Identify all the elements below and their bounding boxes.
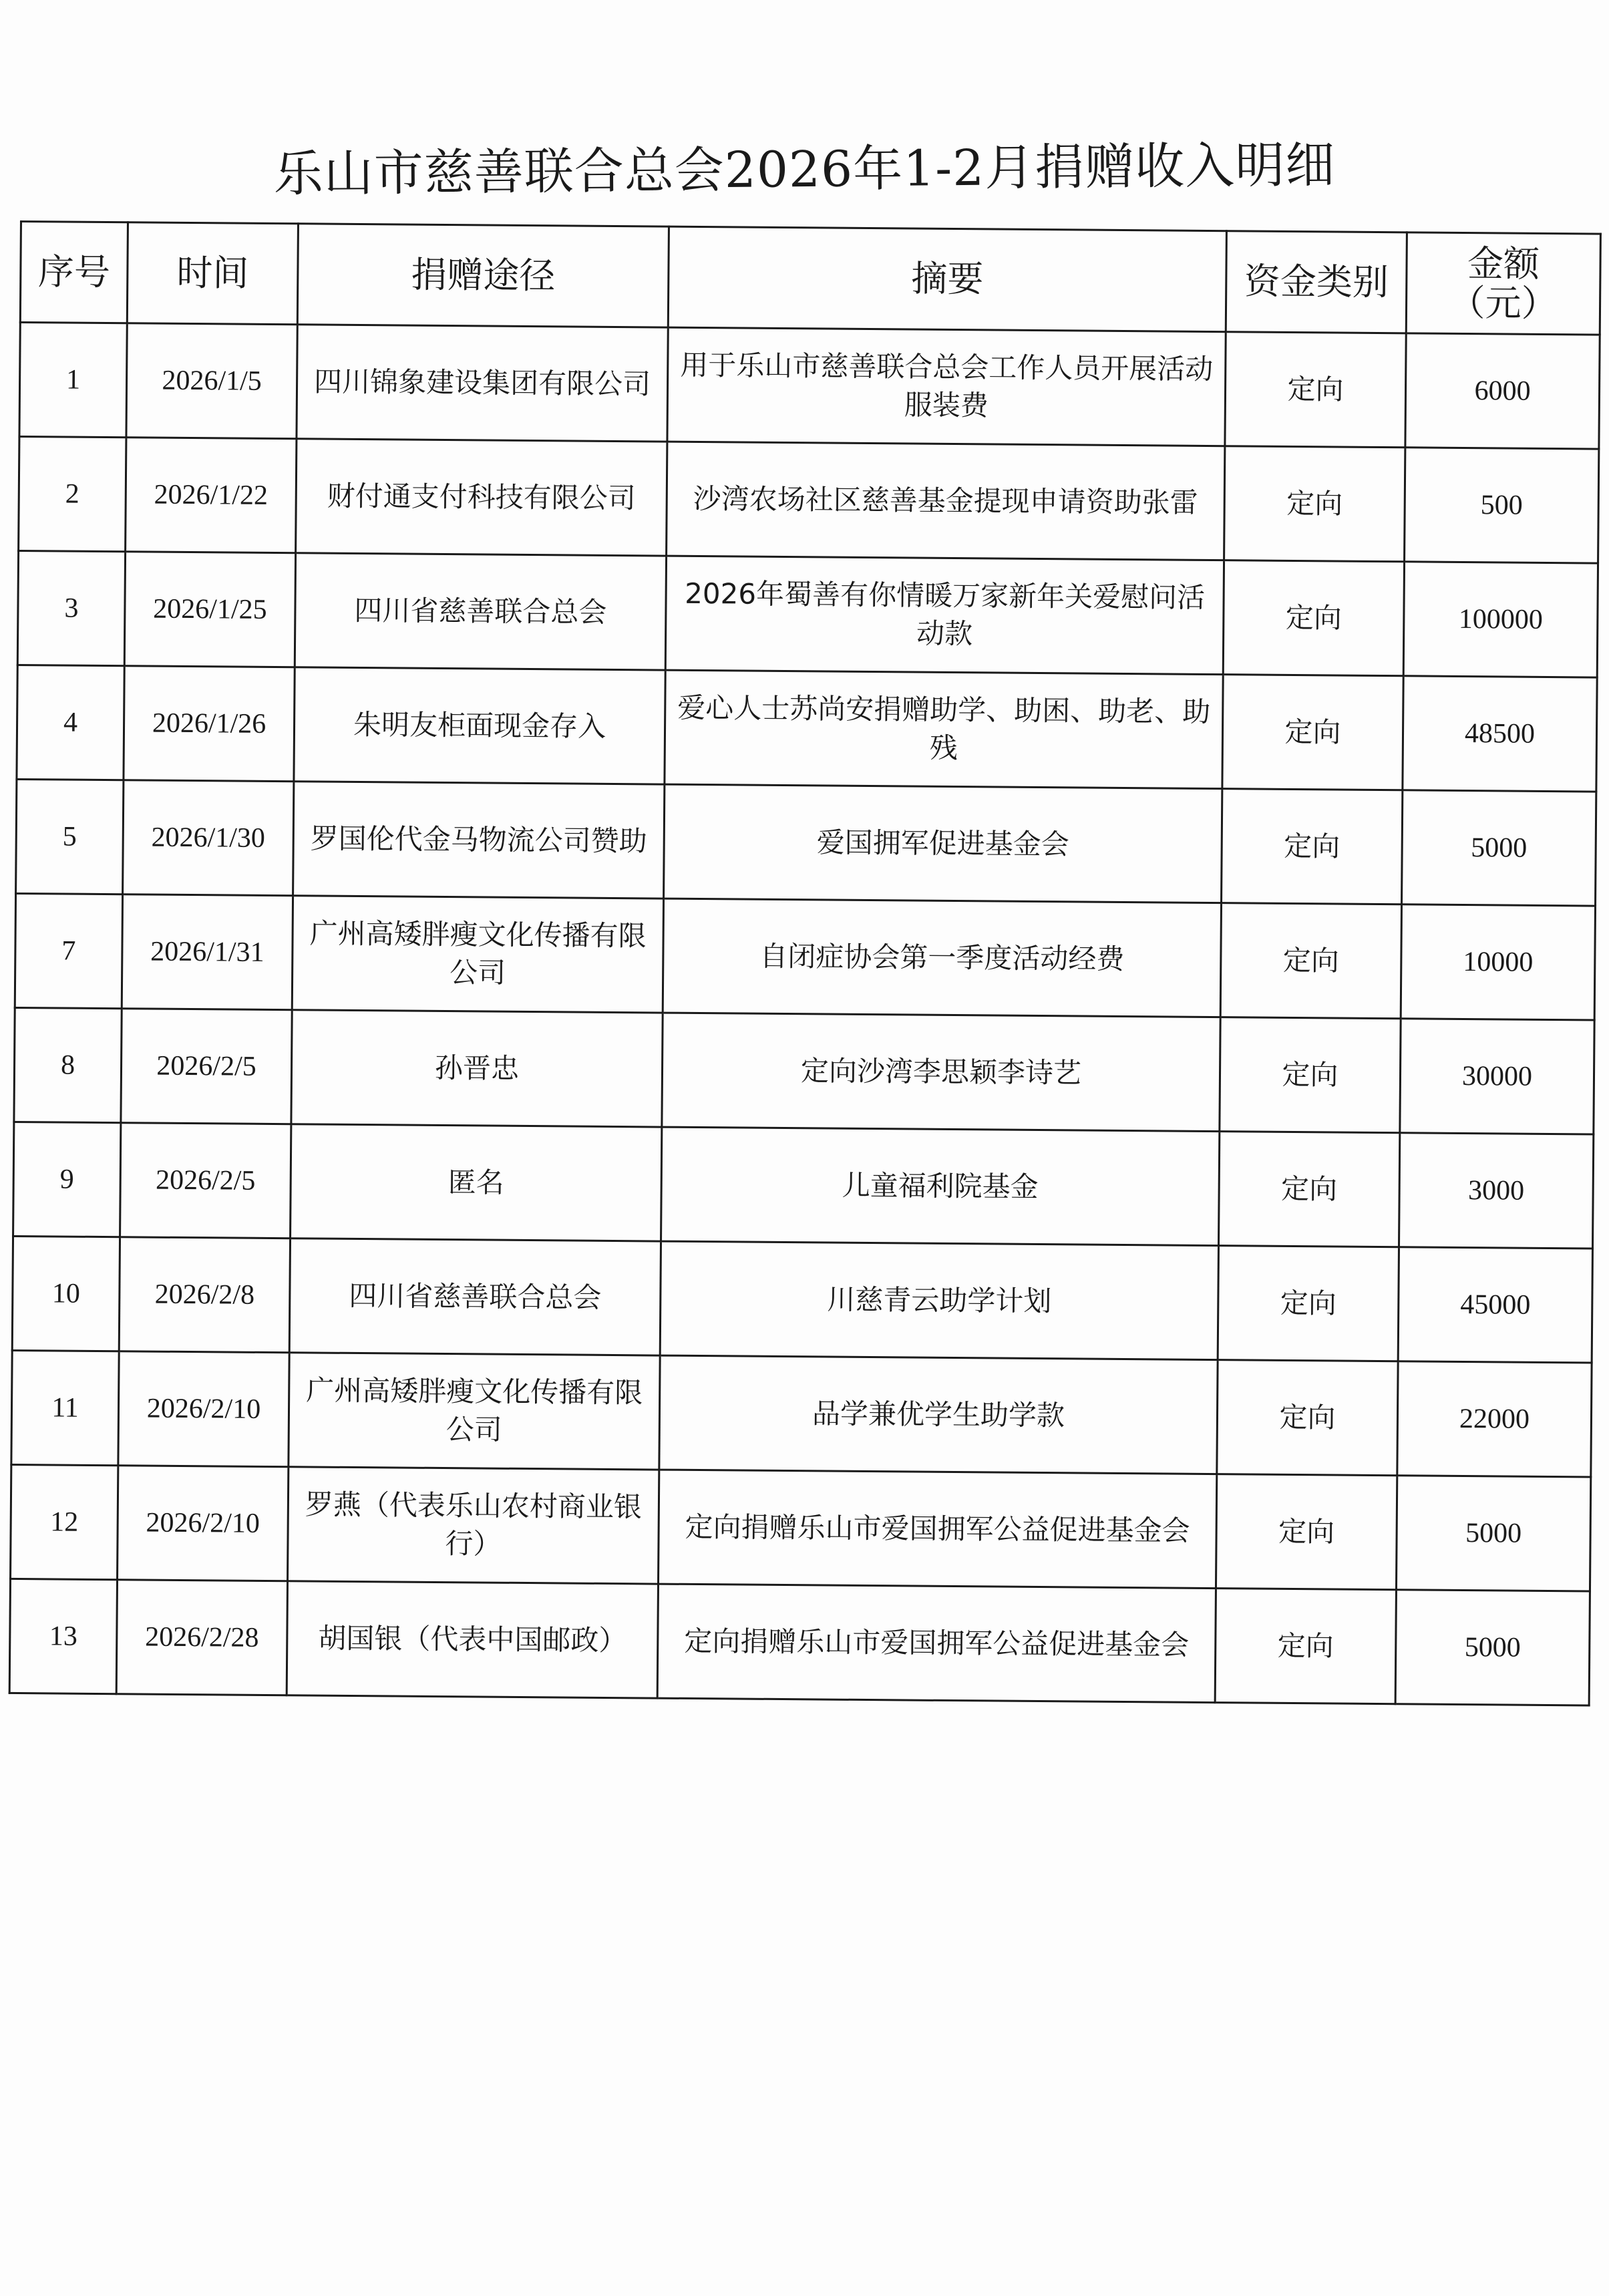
cell-date: 2026/1/26 xyxy=(124,666,295,782)
cell-amount: 3000 xyxy=(1399,1133,1593,1249)
table-row xyxy=(15,893,1595,1020)
cell-index: 7 xyxy=(15,893,122,1008)
cell-amount: 10000 xyxy=(1401,905,1595,1020)
table-row xyxy=(14,1007,1594,1134)
cell-date: 2026/1/30 xyxy=(123,780,294,896)
header-amount-unit: （元） xyxy=(1449,281,1558,325)
header-amount xyxy=(1406,232,1600,335)
header-index: 序号 xyxy=(20,222,128,323)
cell-date: 2026/1/5 xyxy=(126,323,297,439)
cell-fund-type: 定向 xyxy=(1225,332,1406,448)
cell-summary: 2026年蜀善有你情暖万家新年关爱慰问活动款 xyxy=(665,556,1224,675)
cell-summary: 定向捐赠乐山市爱国拥军公益促进基金会 xyxy=(657,1584,1216,1703)
cell-index: 10 xyxy=(12,1236,120,1351)
cell-index: 5 xyxy=(16,779,124,894)
cell-index: 11 xyxy=(11,1350,119,1465)
cell-index: 3 xyxy=(17,550,125,665)
cell-summary: 沙湾农场社区慈善基金提现申请资助张雷 xyxy=(667,442,1225,560)
cell-summary: 自闭症协会第一季度活动经费 xyxy=(663,898,1221,1017)
cell-date: 2026/2/5 xyxy=(120,1123,291,1239)
cell-channel: 朱明友柜面现金存入 xyxy=(294,667,665,784)
cell-channel: 四川锦象建设集团有限公司 xyxy=(297,325,668,442)
cell-summary: 定向捐赠乐山市爱国拥军公益促进基金会 xyxy=(658,1470,1216,1589)
cell-channel: 胡国银（代表中国邮政） xyxy=(287,1581,658,1698)
cell-fund-type: 定向 xyxy=(1224,446,1405,562)
cell-channel: 广州高矮胖瘦文化传播有限公司 xyxy=(289,1353,660,1470)
cell-fund-type: 定向 xyxy=(1217,1360,1398,1476)
cell-date: 2026/1/31 xyxy=(122,894,293,1010)
cell-fund-type: 定向 xyxy=(1222,789,1403,905)
cell-amount: 100000 xyxy=(1403,562,1598,677)
cell-index: 1 xyxy=(19,323,127,438)
cell-summary: 爱国拥军促进基金会 xyxy=(664,784,1222,903)
cell-channel: 孙晋忠 xyxy=(291,1010,663,1127)
cell-summary: 品学兼优学生助学款 xyxy=(659,1355,1218,1474)
cell-amount: 48500 xyxy=(1403,676,1597,792)
table-row xyxy=(11,1350,1592,1477)
header-fund-type: 资金类别 xyxy=(1226,231,1407,333)
donation-table-container xyxy=(9,220,1600,1707)
donation-table xyxy=(9,220,1602,1707)
table-row xyxy=(19,437,1599,564)
cell-date: 2026/2/8 xyxy=(119,1237,290,1353)
cell-amount: 30000 xyxy=(1400,1019,1594,1134)
header-summary: 摘要 xyxy=(668,226,1226,332)
cell-fund-type: 定向 xyxy=(1215,1589,1396,1704)
cell-summary: 用于乐山市慈善联合总会工作人员开展活动服装费 xyxy=(667,327,1226,446)
cell-summary: 儿童福利院基金 xyxy=(661,1127,1220,1246)
cell-channel: 罗燕（代表乐山农村商业银行） xyxy=(288,1467,659,1584)
cell-channel: 罗国伦代金马物流公司赞助 xyxy=(293,782,665,898)
cell-channel: 四川省慈善联合总会 xyxy=(289,1239,661,1355)
cell-index: 9 xyxy=(13,1122,121,1237)
cell-date: 2026/2/10 xyxy=(118,1466,289,1581)
cell-index: 12 xyxy=(11,1464,118,1579)
cell-summary: 爱心人士苏尚安捐赠助学、助困、助老、助残 xyxy=(665,670,1223,789)
cell-date: 2026/1/25 xyxy=(124,552,295,667)
cell-amount: 5000 xyxy=(1402,790,1596,906)
cell-fund-type: 定向 xyxy=(1218,1246,1399,1361)
cell-summary: 定向沙湾李思颖李诗艺 xyxy=(662,1013,1220,1132)
cell-amount: 22000 xyxy=(1397,1361,1592,1477)
cell-summary: 川慈青云助学计划 xyxy=(660,1241,1218,1360)
cell-fund-type: 定向 xyxy=(1222,675,1403,790)
header-amount-label: 金额 xyxy=(1467,242,1540,285)
table-row xyxy=(13,1122,1594,1249)
table-row xyxy=(12,1236,1592,1363)
cell-date: 2026/2/10 xyxy=(118,1351,289,1467)
table-row xyxy=(9,1579,1590,1705)
cell-fund-type: 定向 xyxy=(1219,1132,1400,1247)
cell-index: 4 xyxy=(17,665,124,780)
table-header-row xyxy=(20,222,1600,335)
cell-amount: 45000 xyxy=(1398,1247,1592,1363)
document-title: 乐山市慈善联合总会2026年1-2月捐赠收入明细 xyxy=(273,136,1336,203)
cell-date: 2026/2/5 xyxy=(121,1009,292,1124)
cell-date: 2026/2/28 xyxy=(116,1580,287,1695)
cell-amount: 5000 xyxy=(1395,1590,1590,1705)
cell-date: 2026/1/22 xyxy=(126,438,297,553)
table-row xyxy=(19,323,1600,450)
table-row xyxy=(11,1464,1591,1591)
cell-index: 8 xyxy=(14,1007,122,1122)
cell-fund-type: 定向 xyxy=(1220,903,1401,1019)
header-channel: 捐赠途径 xyxy=(297,224,669,327)
cell-index: 13 xyxy=(9,1579,117,1693)
cell-amount: 5000 xyxy=(1396,1476,1590,1591)
cell-fund-type: 定向 xyxy=(1220,1017,1401,1133)
cell-index: 2 xyxy=(19,437,126,552)
header-date: 时间 xyxy=(127,222,298,325)
cell-channel: 四川省慈善联合总会 xyxy=(295,553,666,670)
cell-fund-type: 定向 xyxy=(1223,560,1404,676)
cell-channel: 广州高矮胖瘦文化传播有限公司 xyxy=(292,896,663,1013)
table-row xyxy=(16,779,1596,906)
cell-amount: 6000 xyxy=(1405,333,1600,449)
cell-channel: 匿名 xyxy=(291,1124,662,1241)
cell-channel: 财付通支付科技有限公司 xyxy=(296,439,667,556)
cell-fund-type: 定向 xyxy=(1216,1474,1397,1590)
cell-amount: 500 xyxy=(1405,448,1599,563)
table-row xyxy=(17,665,1597,792)
table-row xyxy=(17,550,1598,677)
